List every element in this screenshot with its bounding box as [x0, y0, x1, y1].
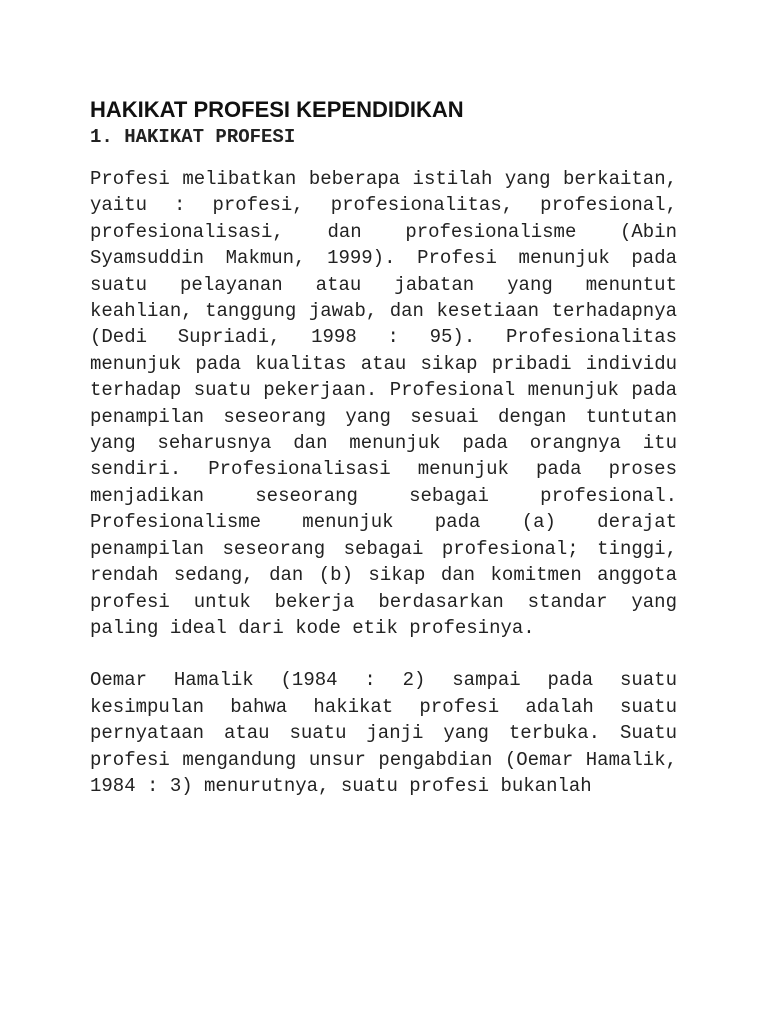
document-title: HAKIKAT PROFESI KEPENDIDIKAN: [90, 97, 464, 122]
section-heading: 1. HAKIKAT PROFESI: [90, 126, 296, 148]
paragraph-profesi-definitions: Profesi melibatkan beberapa istilah yang berkaitan, yaitu : profesi, profesionalitas, profesional, profesionalisasi, dan profesionalisme (Abin Syamsuddin Makmun, 1999). Profesi menunjuk pada suatu pelayanan atau jabatan yang menuntut keahlian, tanggung jawab, dan kesetiaan terhadapnya (Dedi Supriadi, 1998 : 95). Profesionalitas menunjuk pada kualitas atau sikap pribadi individu terhadap suatu pekerjaan. Profesional menunjuk pada penampilan seseorang yang sesuai dengan tuntutan yang seharusnya dan menunjuk pada orangnya itu sendiri. Profesionalisasi menunjuk pada proses menjadikan seseorang sebagai profesional. Profesionalisme menunjuk pada (a) derajat penampilan seseorang sebagai profesional; tinggi, rendah sedang, dan (b) sikap dan komitmen anggota profesi untuk bekerja berdasarkan standar yang paling ideal dari kode etik profesinya.: [90, 168, 677, 639]
document-page: [90, 96, 677, 825]
paragraph-oemar-hamalik: Oemar Hamalik (1984 : 2) sampai pada suatu kesimpulan bahwa hakikat profesi adalah suatu pernyataan atau suatu janji yang terbuka. Suatu profesi mengandung unsur pengabdian (Oemar Hamalik, 1984 : 3) menurutnya, suatu profesi bukanlah: [90, 669, 677, 797]
